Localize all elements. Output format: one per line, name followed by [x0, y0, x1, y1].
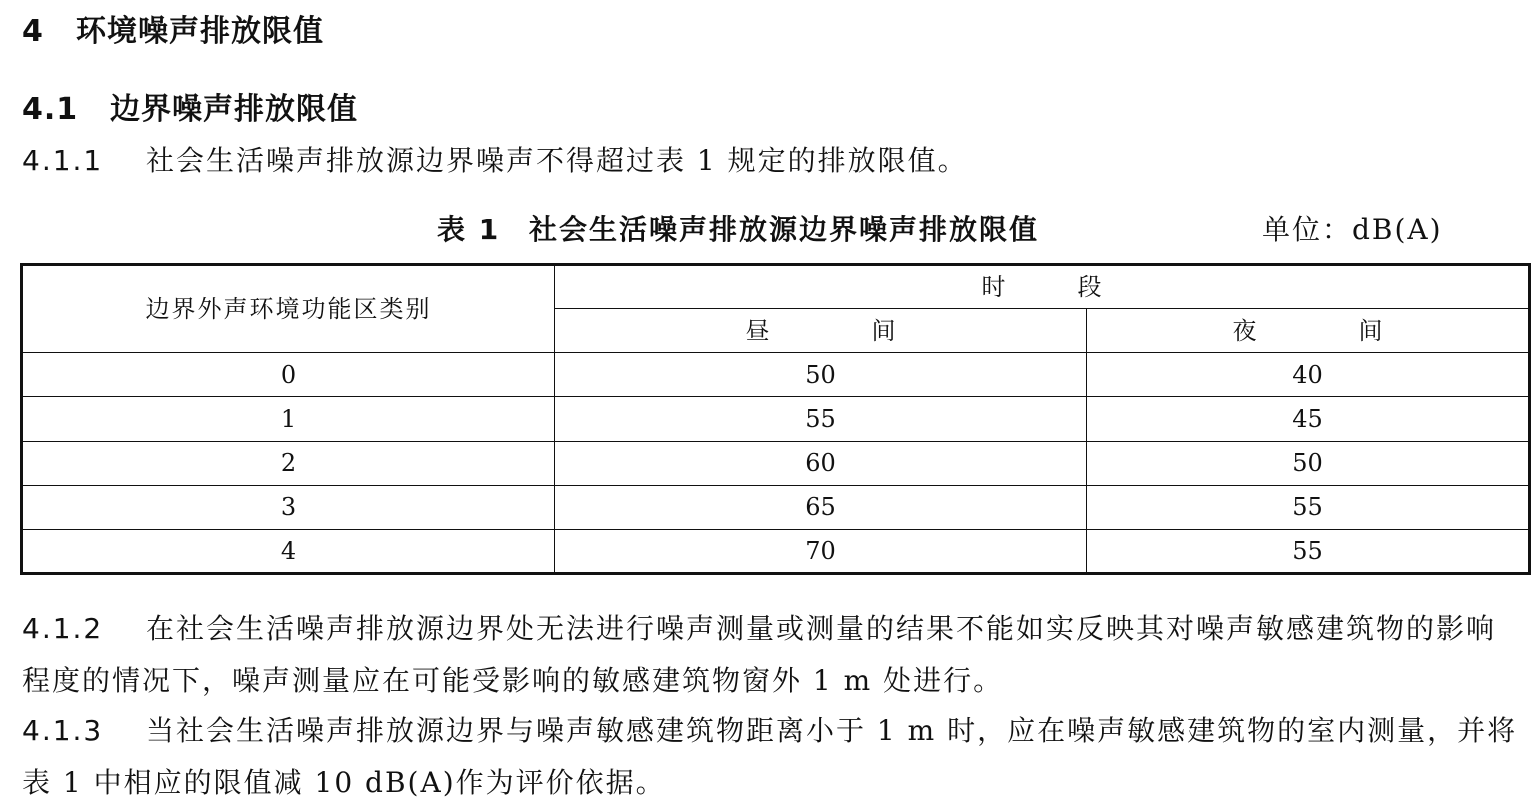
header-category: 边界外声环境功能区类别 — [22, 265, 555, 353]
table-row — [22, 441, 1530, 485]
header-night-char-2: 间 — [1358, 316, 1383, 345]
table-header-row — [22, 265, 1530, 309]
clause-4-1-3 — [22, 705, 1522, 809]
cell-category: 4 — [22, 529, 555, 573]
header-period — [555, 265, 1530, 309]
clause-text: 在社会生活噪声排放源边界处无法进行噪声测量或测量的结果不能如实反映其对噪声敏感建筑物的影响程度的情况下，噪声测量应在可能受影响的敏感建筑物窗外 1 m 处进行。 — [22, 612, 1497, 697]
cell-night: 40 — [1087, 353, 1530, 397]
cell-day: 65 — [555, 485, 1087, 529]
header-day-char-1: 昼 — [745, 316, 770, 345]
cell-night: 50 — [1087, 441, 1530, 485]
clause-4-1-2 — [22, 603, 1522, 707]
table-title: 社会生活噪声排放源边界噪声排放限值 — [529, 213, 1040, 246]
section-title: 环境噪声排放限值 — [76, 14, 324, 49]
section-heading — [22, 12, 324, 52]
cell-category: 3 — [22, 485, 555, 529]
clause-text: 社会生活噪声排放源边界噪声不得超过表 1 规定的排放限值。 — [146, 144, 968, 177]
table-number: 表 1 — [437, 213, 501, 246]
header-period-char-1: 时 — [981, 273, 1006, 302]
cell-category: 2 — [22, 441, 555, 485]
cell-day: 60 — [555, 441, 1087, 485]
table-row — [22, 485, 1530, 529]
clause-number: 4.1.3 — [22, 714, 104, 747]
subsection-title: 边界噪声排放限值 — [110, 92, 358, 127]
cell-category: 1 — [22, 397, 555, 441]
table-row — [22, 397, 1530, 441]
cell-day: 55 — [555, 397, 1087, 441]
clause-number: 4.1.1 — [22, 144, 104, 177]
header-night-char-1: 夜 — [1232, 316, 1257, 345]
cell-night: 55 — [1087, 485, 1530, 529]
cell-day: 50 — [555, 353, 1087, 397]
subsection-number: 4.1 — [22, 92, 79, 127]
table-row — [22, 529, 1530, 573]
clause-number: 4.1.2 — [22, 612, 104, 645]
cell-night: 45 — [1087, 397, 1530, 441]
clause-text: 当社会生活噪声排放源边界与噪声敏感建筑物距离小于 1 m 时，应在噪声敏感建筑物的室内测量，并将表 1 中相应的限值减 10 dB(A)作为评价依据。 — [22, 714, 1518, 799]
cell-category: 0 — [22, 353, 555, 397]
cell-night: 55 — [1087, 529, 1530, 573]
subsection-heading — [22, 90, 358, 130]
table-row — [22, 353, 1530, 397]
header-day-char-2: 间 — [871, 316, 896, 345]
cell-day: 70 — [555, 529, 1087, 573]
header-day — [555, 309, 1087, 353]
header-period-char-2: 段 — [1077, 273, 1102, 302]
section-number: 4 — [22, 14, 44, 49]
clause-4-1-1 — [22, 141, 968, 181]
table-caption — [437, 210, 1039, 250]
table-unit: 单位：dB(A) — [1262, 213, 1443, 246]
header-night — [1087, 309, 1530, 353]
noise-limits-table — [20, 263, 1531, 575]
